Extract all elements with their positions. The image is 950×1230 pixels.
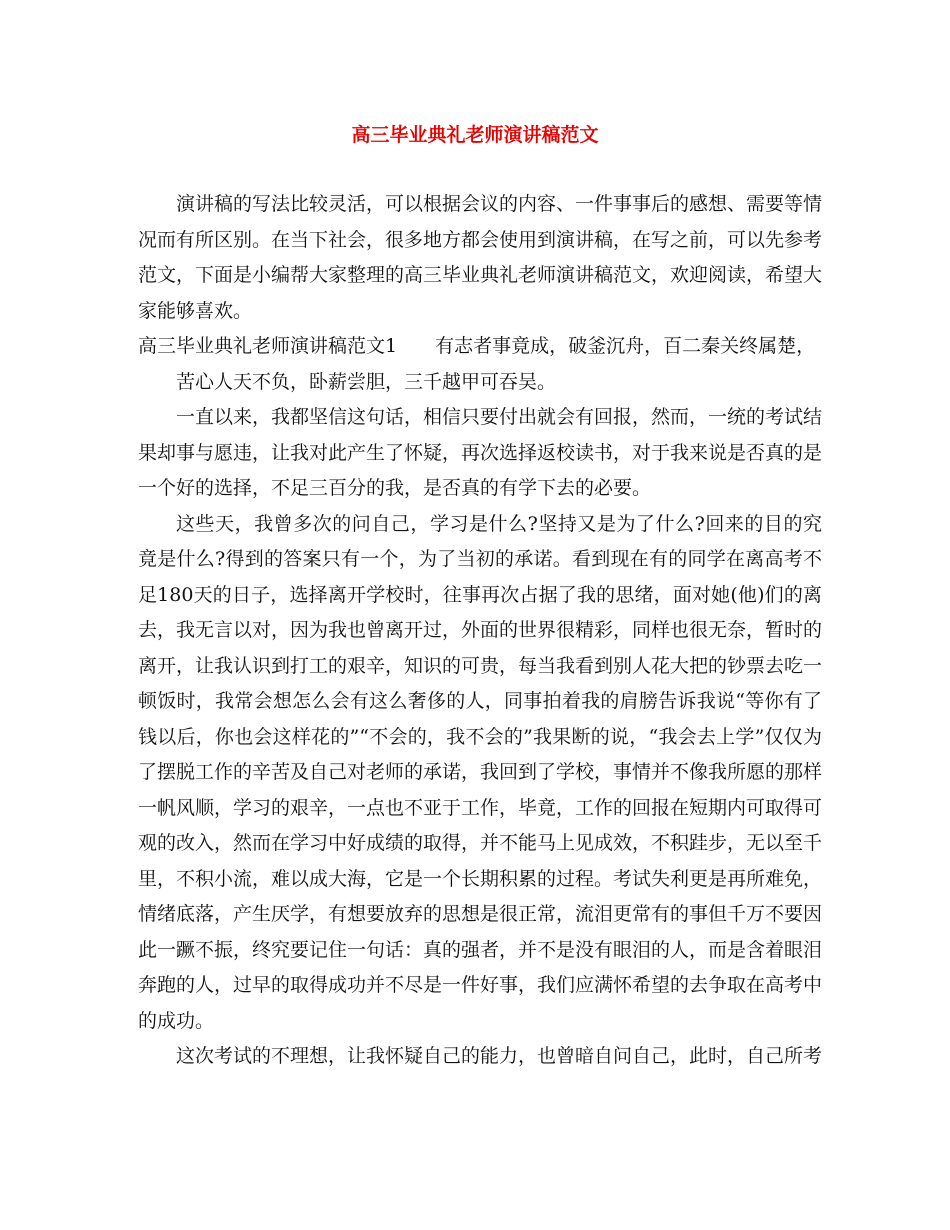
poem-line-1: 有志者事竟成，破釜沉舟，百二秦关终属楚， — [435, 335, 816, 357]
paragraph-reflection: 这些天，我曾多次的问自己，学习是什么?坚持又是为了什么?回来的目的究竟是什么?得到的答案只有一个，为了当初的承诺。看到现在有的同学在离高考不足180天的日子，选择离开学校时，往事再次占据了我的思绪，面对她(他)们的离去，我无言以对，因为我也曾离开过，外面的世界很精彩，同样也很无奈，暂时的离开，让我认识到打工的艰辛，知识的可贵，每当我看到别人花大把的钞票去吃一顿饭时，我常会想怎么会有这么奢侈的人，同事拍着我的肩膀告诉我说“等你有了钱以后，你也会这样花的”“不会的，我不会的”我果断的说，“我会去上学”仅仅为了摆脱工作的辛苦及自己对老师的承诺，我回到了学校，事情并不像我所愿的那样一帆风顺，学习的艰辛，一点也不亚于工作，毕竟，工作的回报在短期内可取得可观的改入，然而在学习中好成绩的取得，并不能马上见成效，不积跬步，无以至千里，不积小流，难以成大海，它是一个长期积累的过程。考试失利更是再所难免，情绪底落，产生厌学，有想要放弃的思想是很正常，流泪更常有的事但千万不要因此一蹶不振，终究要记住一句话：真的强者，并不是没有眼泪的人，而是含着眼泪奔跑的人，过早的取得成功并不尽是一件好事，我们应满怀希望的去争取在高考中的成功。 — [138, 512, 823, 1032]
poem-line-2-paragraph — [138, 365, 822, 401]
document-title: 高三毕业典礼老师演讲稿范文 — [351, 124, 599, 146]
paragraph-belief: 一直以来，我都坚信这句话，相信只要付出就会有回报，然而，一统的考试结果却事与愿违，让我对此产生了怀疑，再次选择返校读书，对于我来说是否真的是一个好的选择，不足三百分的我，是否真的有学下去的必要。 — [138, 406, 823, 499]
section-heading: 高三毕业典礼老师演讲稿范文1 — [138, 335, 398, 357]
document-body — [138, 187, 822, 1075]
poem-line-2: 苦心人天不负，卧薪尝胆，三千越甲可吞吴。 — [176, 370, 557, 393]
paragraph-exam: 这次考试的不理想，让我怀疑自己的能力，也曾暗自问自己，此时，自己所考 — [176, 1045, 823, 1067]
section-heading-line — [138, 329, 822, 365]
intro-paragraph: 演讲稿的写法比较灵活，可以根据会议的内容、一件事事后的感想、需要等情况而有所区别。在当下社会，很多地方都会使用到演讲稿，在写之前，可以先参考范文，下面是小编帮大家整理的高三毕业典礼老师演讲稿范文，欢迎阅读，希望大家能够喜欢。 — [138, 193, 823, 322]
